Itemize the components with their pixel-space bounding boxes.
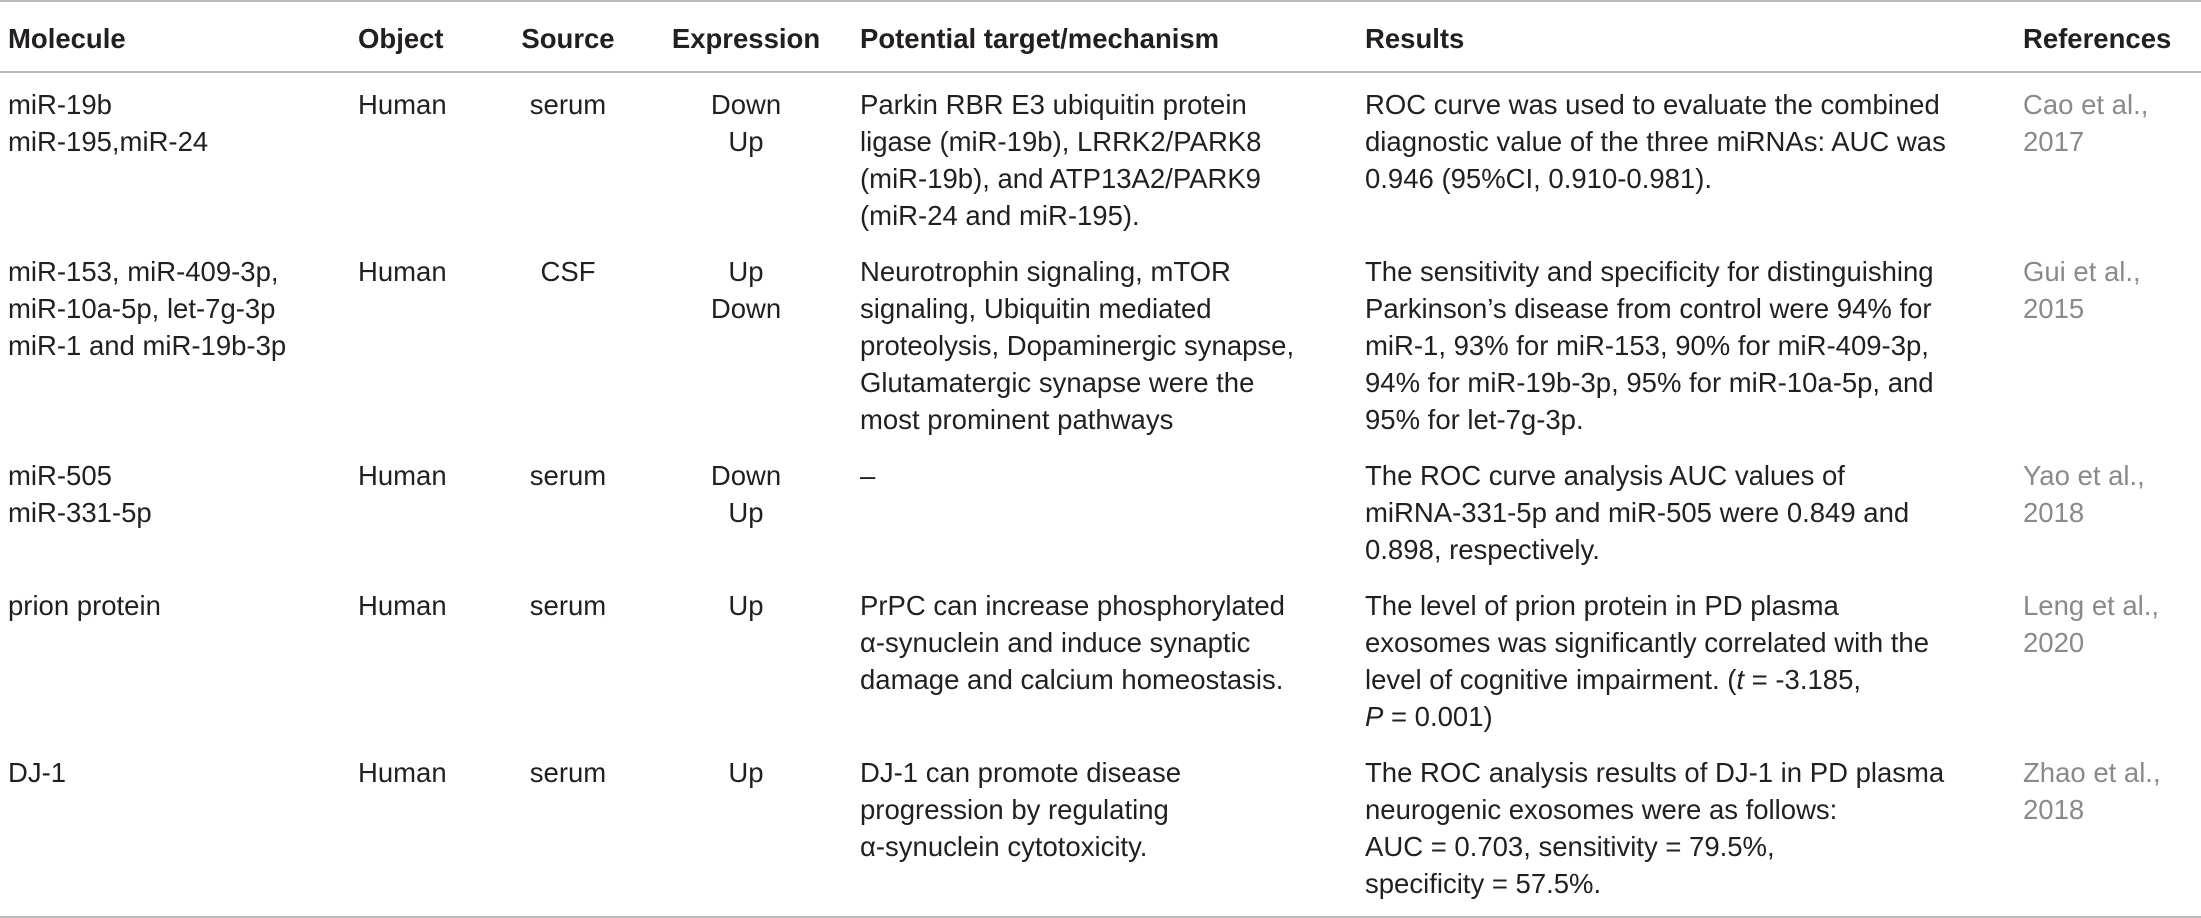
results-line: exosomes was significantly correlated with the <box>1365 627 1930 658</box>
results-line: specificity = 57.5%. <box>1365 868 1602 899</box>
cell-reference <box>2013 240 2201 444</box>
molecule-line: prion protein <box>8 590 161 621</box>
mechanism-line: – <box>860 460 876 491</box>
cell-object: Human <box>358 256 447 287</box>
reference-link[interactable]: Gui et al., <box>2023 256 2141 287</box>
results-line: Parkinson’s disease from control were 94% for <box>1365 293 1932 324</box>
cell-molecule <box>0 741 348 917</box>
table-row <box>0 741 2201 917</box>
expression-line: Down <box>710 293 782 324</box>
cell-object: Human <box>358 460 447 491</box>
cell-source: serum <box>494 741 642 917</box>
results-line: 94% for miR-19b-3p, 95% for miR-10a-5p, and <box>1365 367 1934 398</box>
mechanism-line: progression by regulating <box>860 794 1169 825</box>
table-header <box>0 1 2201 72</box>
cell-source: serum <box>529 460 607 491</box>
results-line: 95% for let-7g-3p. <box>1365 404 1584 435</box>
results-line: ROC curve was used to evaluate the combined <box>1365 89 1940 120</box>
expression-line: Up <box>728 590 764 621</box>
cell-reference <box>2013 444 2201 574</box>
expression-line: Up <box>728 126 764 157</box>
mechanism-line: proteolysis, Dopaminergic synapse, <box>860 330 1295 361</box>
results-line: The sensitivity and specificity for distinguishing <box>1365 256 1934 287</box>
cell-object: Human <box>358 89 447 120</box>
cell-expression <box>642 444 850 574</box>
results-text: = 0.001) <box>1383 701 1493 732</box>
header-expression: Expression <box>642 1 850 72</box>
header-molecule: Molecule <box>0 1 348 72</box>
results-line: The ROC analysis results of DJ-1 in PD plasma <box>1365 757 1945 788</box>
results-line: AUC = 0.703, sensitivity = 79.5%, <box>1365 831 1775 862</box>
stat-variable-p: P <box>1365 701 1384 732</box>
reference-link[interactable]: 2018 <box>2023 794 2085 825</box>
cell-mechanism <box>850 741 1355 917</box>
cell-mechanism <box>850 574 1355 741</box>
results-text: = -3.185, <box>1744 664 1862 695</box>
molecule-line: miR-10a-5p, let-7g-3p <box>8 293 276 324</box>
molecule-line: miR-1 and miR-19b-3p <box>8 330 287 361</box>
reference-link[interactable]: Cao et al., <box>2023 89 2149 120</box>
reference-link[interactable]: Leng et al., <box>2023 590 2160 621</box>
cell-molecule <box>0 240 348 444</box>
mechanism-line: Glutamatergic synapse were the <box>860 367 1255 398</box>
reference-link[interactable]: 2018 <box>2023 497 2085 528</box>
reference-link[interactable]: Zhao et al., <box>2023 757 2161 788</box>
results-line: miR-1, 93% for miR-153, 90% for miR-409-3p, <box>1365 330 1929 361</box>
results-line: The ROC curve analysis AUC values of <box>1365 460 1845 491</box>
cell-expression <box>642 72 850 240</box>
mechanism-line: α-synuclein cytotoxicity. <box>860 831 1148 862</box>
mechanism-line: damage and calcium homeostasis. <box>860 664 1284 695</box>
cell-reference <box>2013 574 2201 741</box>
molecule-line: miR-331-5p <box>8 497 152 528</box>
mechanism-line: Neurotrophin signaling, mTOR <box>860 256 1231 287</box>
expression-line: Down <box>710 460 782 491</box>
cell-molecule <box>0 444 348 574</box>
cell-expression <box>642 741 850 917</box>
cell-mechanism <box>850 240 1355 444</box>
mechanism-line: PrPC can increase phosphorylated <box>860 590 1285 621</box>
cell-source: serum <box>529 89 607 120</box>
mechanism-line: most prominent pathways <box>860 404 1174 435</box>
header-row <box>0 1 2201 72</box>
mechanism-line: (miR-19b), and ATP13A2/PARK9 <box>860 163 1261 194</box>
reference-link[interactable]: Yao et al., <box>2023 460 2145 491</box>
cell-molecule <box>0 72 348 240</box>
cell-molecule <box>0 574 348 741</box>
mechanism-line: ligase (miR-19b), LRRK2/PARK8 <box>860 126 1262 157</box>
results-line <box>1365 661 2003 698</box>
results-line <box>1365 698 2003 735</box>
molecule-line: miR-153, miR-409-3p, <box>8 256 279 287</box>
cell-source: CSF <box>540 256 596 287</box>
cell-expression <box>642 240 850 444</box>
reference-link[interactable]: 2020 <box>2023 627 2085 658</box>
table-body <box>0 72 2201 917</box>
cell-results <box>1355 444 2013 574</box>
expression-line: Up <box>728 497 764 528</box>
cell-source: serum <box>529 590 607 621</box>
cell-object: Human <box>358 590 447 621</box>
stat-variable-t: t <box>1736 664 1745 695</box>
expression-line: Down <box>710 89 782 120</box>
results-line: miRNA-331-5p and miR-505 were 0.849 and <box>1365 497 1910 528</box>
mechanism-line: (miR-24 and miR-195). <box>860 200 1140 231</box>
results-line: neurogenic exosomes were as follows: <box>1365 794 1838 825</box>
molecule-line: miR-19b <box>8 89 112 120</box>
results-line: diagnostic value of the three miRNAs: AUC was <box>1365 126 1946 157</box>
header-references: References <box>2013 1 2201 72</box>
mechanism-line: DJ-1 can promote disease <box>860 757 1181 788</box>
mechanism-line: α-synuclein and induce synaptic <box>860 627 1251 658</box>
molecule-line: DJ-1 <box>8 757 67 788</box>
cell-results <box>1355 72 2013 240</box>
results-line: 0.946 (95%CI, 0.910-0.981). <box>1365 163 1713 194</box>
expression-line: Up <box>728 256 764 287</box>
reference-link[interactable]: 2017 <box>2023 126 2085 157</box>
table-row <box>0 444 2201 574</box>
results-text: level of cognitive impairment. ( <box>1365 664 1737 695</box>
molecule-line: miR-195,miR-24 <box>8 126 209 157</box>
cell-results <box>1355 240 2013 444</box>
mechanism-line: signaling, Ubiquitin mediated <box>860 293 1212 324</box>
molecule-line: miR-505 <box>8 460 112 491</box>
header-mechanism: Potential target/mechanism <box>850 1 1355 72</box>
cell-reference <box>2013 741 2201 917</box>
header-results: Results <box>1355 1 2013 72</box>
cell-reference <box>2013 72 2201 240</box>
cell-results <box>1355 741 2013 917</box>
cell-results <box>1355 574 2013 741</box>
header-object: Object <box>348 1 494 72</box>
table-row <box>0 72 2201 240</box>
cell-expression <box>642 574 850 741</box>
results-line: 0.898, respectively. <box>1365 534 1600 565</box>
results-line: The level of prion protein in PD plasma <box>1365 590 1839 621</box>
cell-object: Human <box>348 741 494 917</box>
table-row <box>0 240 2201 444</box>
reference-link[interactable]: 2015 <box>2023 293 2085 324</box>
cell-mechanism <box>850 444 1355 574</box>
header-source: Source <box>494 1 642 72</box>
cell-mechanism <box>850 72 1355 240</box>
mechanism-line: Parkin RBR E3 ubiquitin protein <box>860 89 1247 120</box>
expression-line: Up <box>728 757 764 788</box>
table-row <box>0 574 2201 741</box>
